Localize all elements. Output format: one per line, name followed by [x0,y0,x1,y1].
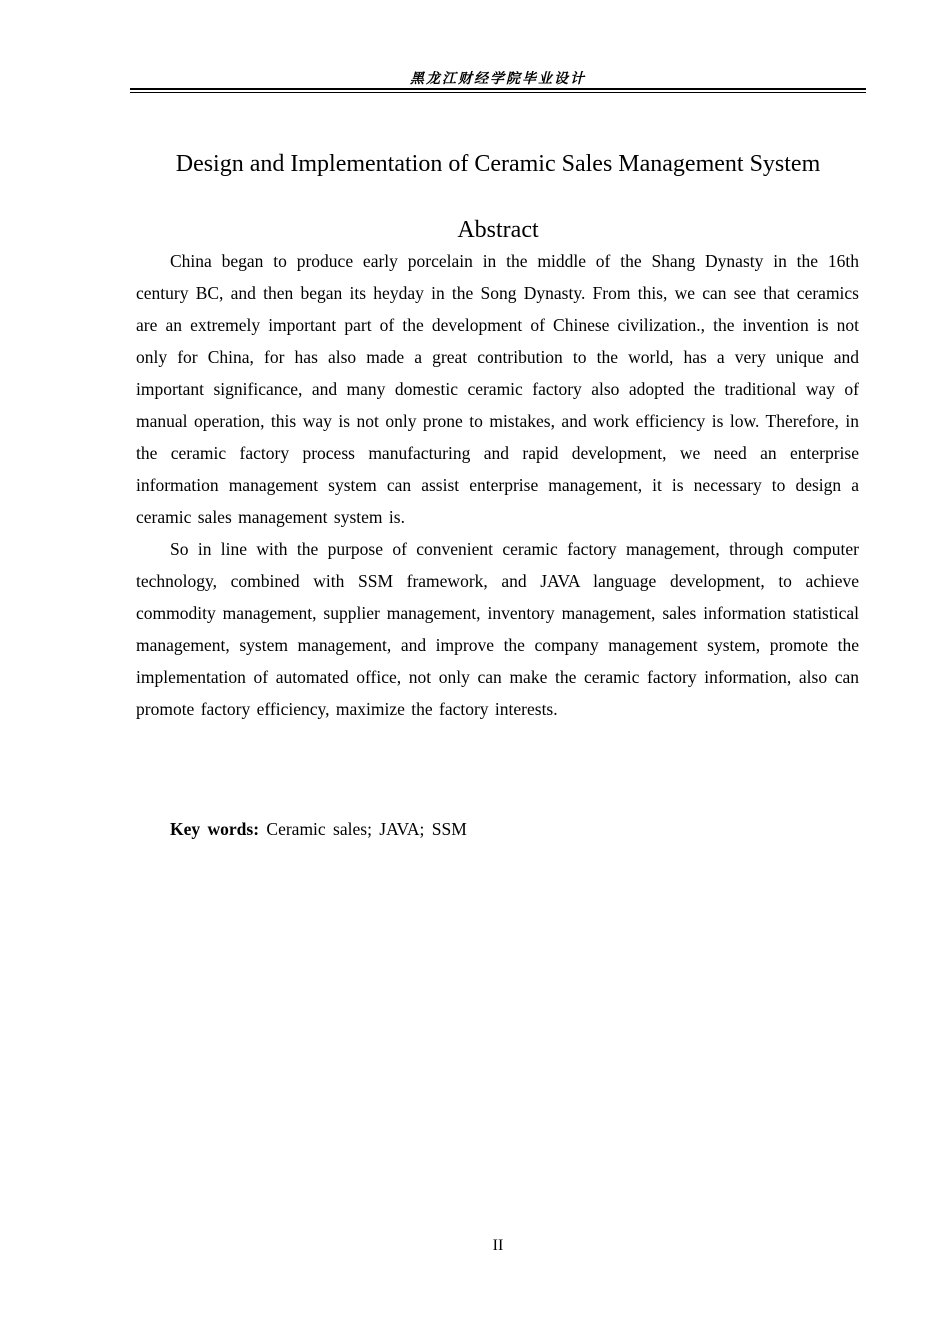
keywords-value: Ceramic sales; JAVA; SSM [266,819,467,839]
abstract-heading: Abstract [457,217,539,243]
abstract-paragraph-1: China began to produce early porcelain in the middle of the Shang Dynasty in the 16th century BC, and then began its heyday in the Song Dynasty. From this, we can see that ceramics are an extremely important part of the development of Chinese civilization., the invention is not only for China, for has also made a great contribution to the world, has a very unique and important significance, and many domestic ceramic factory also adopted the traditional way of manual operation, this way is not only prone to mistakes, and work efficiency is low. Therefore, in the ceramic factory process manufacturing and rapid development, we need an enterprise information management system can assist enterprise management, it is necessary to design a ceramic sales management system is. [136,251,859,527]
keywords-label: Key words: [170,819,260,839]
header-rule-thick [130,88,866,90]
running-header: 黑龙江财经学院毕业设计 [410,71,586,87]
abstract-paragraph-2: So in line with the purpose of convenient ceramic factory management, through computer technology, combined with SSM framework, and JAVA language development, to achieve commodity management, supplier management, inventory management, sales information statistical management, system management, and improve the company management system, promote the implementation of automated office, not only can make the ceramic factory information, also can promote factory efficiency, maximize the factory interests. [136,539,859,719]
keywords-line [170,814,467,844]
abstract-body [136,245,859,725]
header-rule-thin [130,92,866,93]
paper-title: Design and Implementation of Ceramic Sales Management System [175,151,821,177]
page-number: II [492,1237,504,1254]
